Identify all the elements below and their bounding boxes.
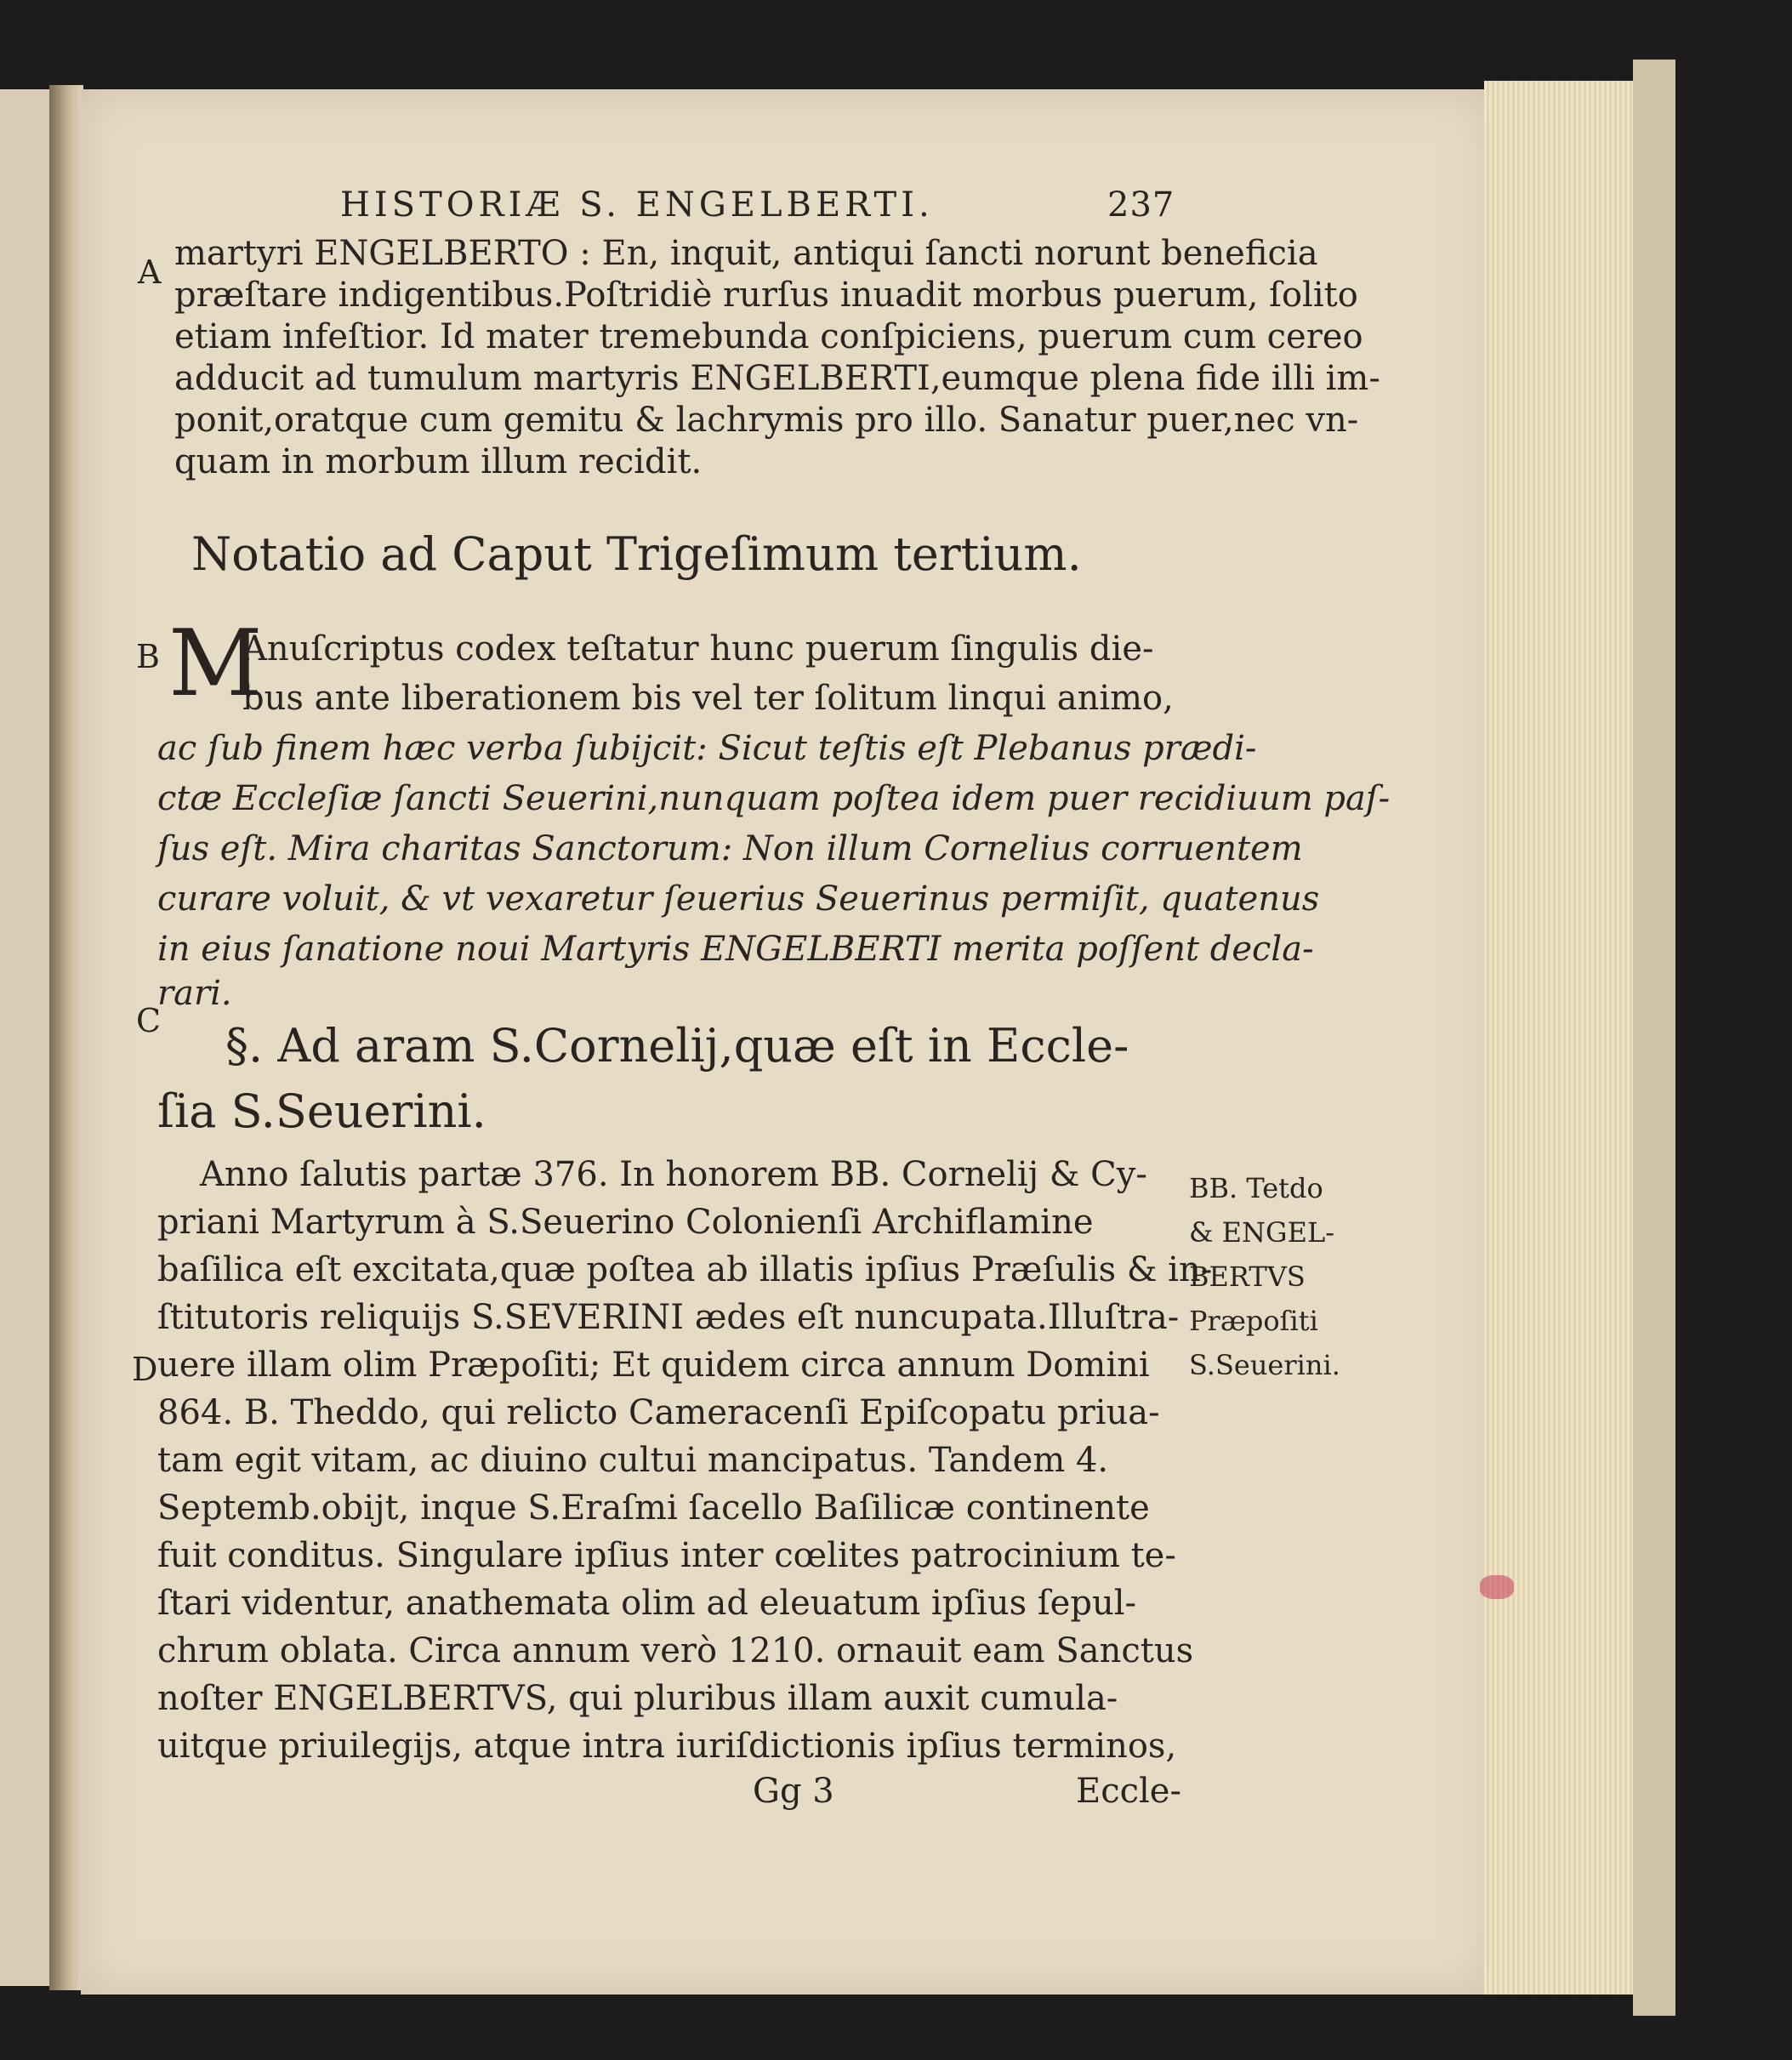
section-marker-c: C	[136, 1002, 162, 1039]
text-line: uere illam olim Præpoſiti; Et quidem circa annum Domini	[157, 1346, 1150, 1385]
text-line: 864. B. Theddo, qui relicto Cameracenſi Epiſcopatu priua-	[157, 1393, 1160, 1432]
text-line: Anuſcriptus codex teſtatur hunc puerum ſingulis die-	[242, 629, 1154, 669]
text-line: baſilica eſt excitata,quæ poſtea ab illatis ipſius Præſulis & in-	[157, 1250, 1213, 1289]
catchword: Eccle-	[1076, 1772, 1181, 1811]
subsection-heading-line: ſia S.Seuerini.	[157, 1084, 486, 1138]
text-line: ctæ Eccleſiæ ſancti Seuerini,nunquam poſtea idem puer recidiuum paſ-	[157, 779, 1391, 818]
margin-note-line: S.Seuerini.	[1189, 1349, 1340, 1381]
margin-note-line: BERTVS	[1189, 1260, 1306, 1293]
section-heading: Notatio ad Caput Trigeſimum tertium.	[191, 527, 1082, 581]
book-cover-edge	[1633, 60, 1675, 2016]
running-head-title: HISTORIÆ S. ENGELBERTI.	[340, 185, 934, 225]
text-line: in eius ſanatione noui Martyris ENGELBERTI merita poſſent decla-	[157, 930, 1314, 969]
text-line: ſtari videntur, anathemata olim ad eleuatum ipſius ſepul-	[157, 1584, 1137, 1623]
text-line: Anno ſalutis partæ 376. In honorem BB. Cornelij & Cy-	[200, 1155, 1147, 1194]
text-line: priani Martyrum à S.Seuerino Colonienſi Archiflamine	[157, 1203, 1094, 1242]
book-gutter	[49, 85, 83, 1990]
text-line: ac ſub finem hæc verba ſubijcit: Sicut teſtis eſt Plebanus prædi-	[157, 729, 1257, 768]
signature-mark: Gg 3	[753, 1772, 834, 1811]
text-line: fuit conditus. Singulare ipſius inter cœlites patrocinium te-	[157, 1536, 1176, 1575]
text-line: rari.	[157, 974, 232, 1013]
text-line: bus ante liberationem bis vel ter ſolitum linqui animo,	[242, 679, 1174, 718]
text-line: ponit,oratque cum gemitu & lachrymis pro illo. Sanatur puer,nec vn-	[174, 401, 1359, 440]
text-line: chrum oblata. Circa annum verò 1210. ornauit eam Sanctus	[157, 1631, 1194, 1670]
page-number: 237	[1107, 185, 1175, 225]
text-line: noſter ENGELBERTVS, qui pluribus illam auxit cumula-	[157, 1679, 1118, 1718]
text-line: adducit ad tumulum martyris ENGELBERTI,eumque plena fide illi im-	[174, 359, 1380, 398]
section-marker-b: B	[136, 638, 160, 675]
section-marker-a: A	[138, 253, 162, 291]
text-line: præſtare indigentibus.Poſtridiè rurſus inuadit morbus puerum, ſolito	[174, 276, 1358, 315]
text-line: quam in morbum illum recidit.	[174, 442, 703, 481]
text-line: Septemb.obijt, inque S.Eraſmi ſacello Baſilicæ continente	[157, 1488, 1150, 1528]
text-line: ſtitutoris reliquijs S.SEVERINI ædes eſt nuncupata.Illuſtra-	[157, 1298, 1180, 1337]
subsection-heading-line: §. Ad aram S.Cornelij,quæ eſt in Eccle-	[225, 1019, 1129, 1073]
margin-note-line: & ENGEL-	[1189, 1216, 1334, 1249]
section-marker-d: D	[132, 1351, 158, 1388]
red-ink-stamp	[1480, 1575, 1514, 1599]
text-line: martyri ENGELBERTO : En, inquit, antiqui ſancti norunt beneficia	[174, 234, 1318, 273]
text-line: ſus eſt. Mira charitas Sanctorum: Non illum Cornelius corruentem	[157, 829, 1303, 868]
text-line: uitque priuilegijs, atque intra iuriſdictionis ipſius terminos,	[157, 1727, 1177, 1766]
margin-note-line: Præpoſiti	[1189, 1305, 1318, 1337]
drop-cap: M	[168, 611, 263, 717]
margin-note-line: BB. Tetdo	[1189, 1172, 1323, 1204]
text-line: curare voluit, & vt vexaretur ſeuerius Seuerinus permiſit, quatenus	[157, 879, 1320, 919]
page-edges	[1484, 81, 1637, 1995]
text-line: tam egit vitam, ac diuino cultui mancipatus. Tandem 4.	[157, 1441, 1109, 1480]
text-line: etiam infeſtior. Id mater tremebunda conſpiciens, puerum cum cereo	[174, 317, 1363, 356]
